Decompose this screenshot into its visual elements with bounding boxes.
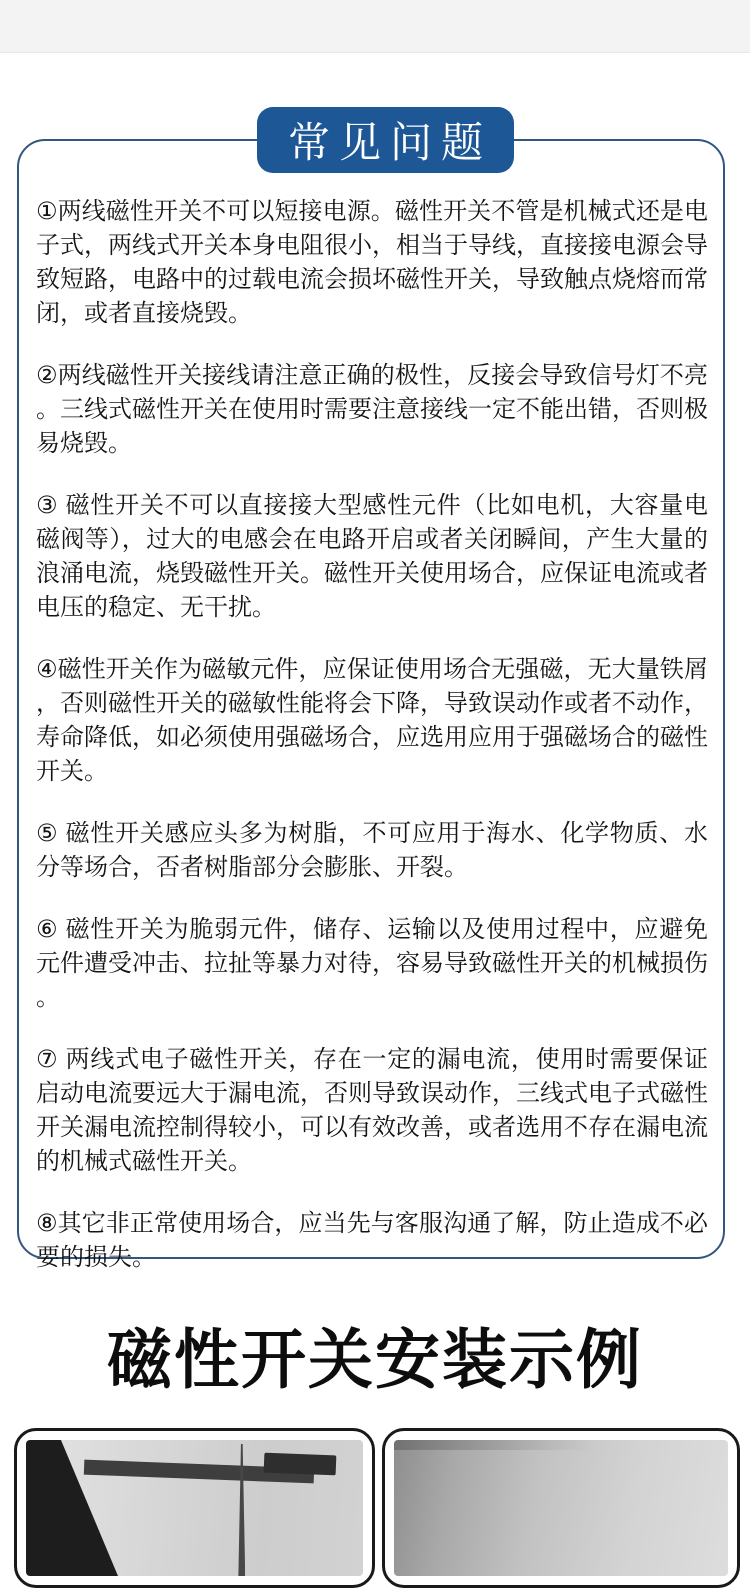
faq-paragraph-5: ⑤ 磁性开关感应头多为树脂，不可应用于海水、化学物质、水分等场合，否者树脂部分会膨胀、开裂。 — [36, 820, 708, 881]
install-photo-right — [394, 1440, 728, 1576]
faq-paragraph-3: ③ 磁性开关不可以直接接大型感性元件（比如电机，大容量电磁阀等），过大的电感会在电路开启或者关闭瞬间，产生大量的浪涌电流，烧毁磁性开关。磁性开关使用场合，应保证电流或者电压的稳定、无干扰。 — [36, 492, 708, 621]
faq-paragraph-7: ⑦ 两线式电子磁性开关，存在一定的漏电流，使用时需要保证启动电流要远大于漏电流，否则导致误动作，三线式电子式磁性开关漏电流控制得较小，可以有效改善，或者选用不存在漏电流的机械式磁性开关。 — [36, 1046, 708, 1175]
faq-box — [17, 139, 725, 1271]
faq-paragraph-4: ④磁性开关作为磁敏元件，应保证使用场合无强磁，无大量铁屑，否则磁性开关的磁敏性能将会下降，导致误动作或者不动作，寿命降低，如必须使用强磁场合，应选用应用于强磁场合的磁性开关。 — [36, 656, 708, 785]
install-card-left — [14, 1428, 375, 1588]
faq-paragraph-6: ⑥ 磁性开关为脆弱元件，储存、运输以及使用过程中，应避免元件遭受冲击、拉扯等暴力对待，容易导致磁性开关的机械损伤。 — [36, 916, 708, 1011]
faq-paragraph-8: ⑧其它非正常使用场合，应当先与客服沟通了解，防止造成不必要的损失。 — [36, 1210, 708, 1271]
photo-vertical-rod — [238, 1444, 245, 1576]
top-gray-bar — [0, 0, 750, 53]
photo-surface-sheen — [394, 1440, 728, 1450]
photo-cylinder-head — [264, 1453, 337, 1476]
faq-paragraph-1: ①两线磁性开关不可以短接电源。磁性开关不管是机械式还是电子式，两线式开关本身电阻很小，相当于导线，直接接电源会导致短路，电路中的过载电流会损坏磁性开关，导致触点烧熔而常闭，或者直接烧毁。 — [36, 198, 708, 327]
install-section-title: 磁性开关安装示例 — [106, 1323, 643, 1396]
install-photo-left — [26, 1440, 363, 1576]
faq-paragraph-2: ②两线磁性开关接线请注意正确的极性，反接会导致信号灯不亮。三线式磁性开关在使用时需要注意接线一定不能出错，否则极易烧毁。 — [36, 362, 708, 457]
faq-section-badge — [257, 107, 514, 173]
install-card-right — [382, 1428, 740, 1588]
faq-badge-label: 常见问题 — [287, 119, 492, 166]
